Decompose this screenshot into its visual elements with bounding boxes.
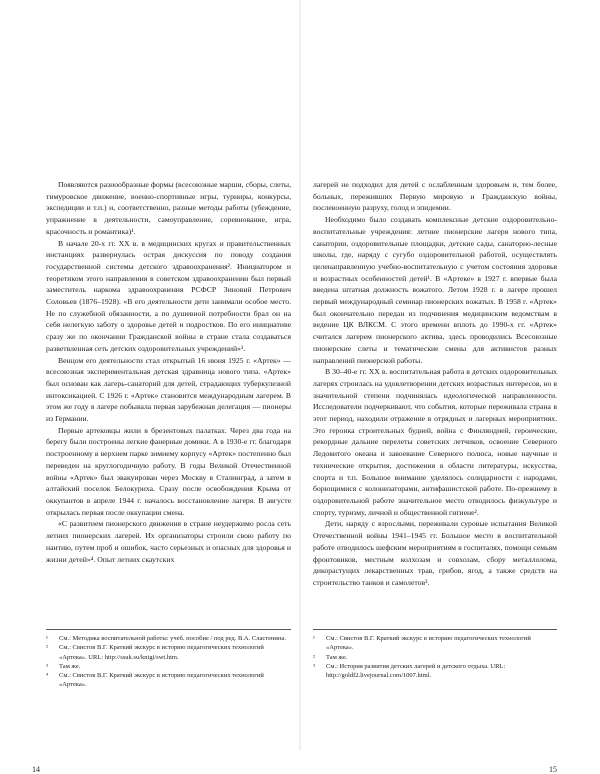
footnote-text: См.: Свистов В.Г. Краткий экскурс в историю педагогических технологий «Артека». URL: http://ssuk.su/knigi/swt.htm. — [59, 644, 264, 661]
footnote-text: См.: Методика воспитательной работы: учеб. пособие / под ред. В.А. Сластенина. — [59, 635, 286, 642]
footnote-text: Там же. — [326, 653, 348, 661]
footnote — [46, 671, 291, 690]
paragraph: Дети, наряду с взрослыми, переживали суровые испытания Великой Отечественной войны 1941–1945 гг. Большое место в воспитательной работе отводилось шефским мероприятиям в госпиталях, помощи семьям фронтовиков, местным колхозам и совхозам, сбору металлолома, дикорастущих лекарственных трав, грибов, ягод, а также средств на строительство танков и самолетов³. — [313, 519, 557, 587]
footnotes — [313, 629, 557, 680]
footnote-text: Там же. — [59, 662, 81, 670]
footnote — [46, 643, 291, 662]
footnote — [313, 662, 557, 681]
paragraph: Необходимо было создавать комплексные детские оздоровительно-воспитательные учреждения: летние пионерские лагеря нового типа, санатории, оздоровительные площадки, детские сады, санаторно-лесные школы, где, наряду с сугубо оздоровительной работой, осуществлять целенаправленную учебно-воспитательную с учетом состояния здоровья и возрастных особенностей детей¹. В «Артеке» в 1927 г. впервые была введена штатная должность вожатого. Летом 1928 г. в лагере прошел первый международный семинар пионерских вожатых. В 1958 г. «Артек» был окончательно передан из подчинения медицинским ведомствам в ведение ЦК ВЛКСМ. С этого времени вплоть до 1990-х гг. «Артек» считался лагерем пионерского актива, здесь проводились Всесоюзные пионерские слеты и тематические смены для активистов разных направлений пионерской работы. — [313, 215, 557, 365]
footnote-mark: ³ — [313, 662, 315, 670]
footnote — [46, 662, 291, 671]
right-page-body — [313, 179, 557, 589]
left-page — [32, 179, 291, 774]
right-page — [313, 179, 557, 774]
footnote — [46, 634, 291, 643]
paragraph: Появляются разнообразные формы (всесоюзные марши, сборы, слеты, тимуровское движение, военно-спортивные игры, турниры, конкурсы, экспедиции и т.п.) и, соответственно, разные методы работы (убеждение, упражнение в деятельности, самоуправление, соревнование, игра, красочность и романтика)¹. — [46, 180, 291, 236]
footnote-mark: ⁴ — [46, 672, 49, 680]
footnote-text: См.: История развития детских лагерей и детского отдыха. URL: http://goldf2.livejournal.com/1007.html. — [326, 662, 506, 680]
paragraph: Первые артековцы жили в брезентовых палатках. Через два года на берегу были построены легкие фанерные домики. А в 1930-е гг. благодаря построенному в верхнем парке зимнему корпусу «Артек» постепенно был переведен на круглогодичную работу. В годы Великой Отечественной войны «Артек» был эвакуирован через Москву в Сталинград, а затем в алтайский поселок Белокуриха. Сразу после освобождения Крыма от оккупантов в апреле 1944 г. началось восстановление лагеря. В августе открылась первая после оккупации смена. — [46, 425, 291, 517]
footnote-mark: ² — [313, 653, 315, 661]
footnote — [313, 653, 557, 662]
book-gutter — [299, 0, 301, 750]
page-number: 15 — [549, 765, 557, 774]
paragraph: Венцом его деятельности стал открытый 16 июня 1925 г. «Артек» — всесоюзная экспериментальная детская здравница нового типа. «Артек» был основан как лагерь-санаторий для детей, страдающих туберкулезной интоксикацией. С 1926 г. «Артек» становится международным лагерем. В этом же году в лагере побывала первая зарубежная делегация — пионеры из Германии. — [46, 355, 291, 424]
footnote-mark: ² — [46, 644, 48, 652]
footnote-mark: ¹ — [313, 635, 315, 642]
footnotes — [46, 629, 291, 690]
footnote-mark: ¹ — [46, 635, 48, 642]
page-number: 14 — [32, 765, 40, 774]
footnote-mark: ³ — [46, 662, 48, 670]
footnote-text: См.: Свистов В.Г. Краткий экскурс в историю педагогических технологий «Артека». — [59, 672, 264, 689]
left-page-body — [46, 179, 291, 565]
paragraph: лагерей не подходил для детей с ослабленным здоровьем и, тем более, больных, переживших Первую мировую и Гражданскую войны, послевоенную разруху, голод и эпидемии. — [313, 180, 557, 213]
footnote-text: См.: Свистов В.Г. Краткий экскурс в историю педагогических технологий «Артека». — [326, 635, 531, 652]
footnote — [313, 634, 557, 653]
paragraph: В 30–40-е гг. XX в. воспитательная работа в детских оздоровительных лагерях строилась на удовлетворении детских возрастных интересов, но в значительной степени подчинялась идеологической направленности. Исследователи подчеркивают, что события, которые переживала страна в этот период, находили отражение в отрядных и лагерных мероприятиях. Это героика строительных будней, война с Финляндией, героические, рекордные дальние перелеты советских летчиков, освоение Северного Ледовитого океана и завоевание Северного полюса, новые научные и технические открытия, достижения в области литературы, искусства, спорта и т.п. Большое внимание уделялось солидарности с народами, борющимися с колонизаторами, антифашистской работе. По-прежнему в оздоровительной работе значительное место отводилось физкультуре и спорту, туризму, личной и общественной гигиене². — [313, 367, 557, 517]
paragraph: «С развитием пионерского движения в стране неудержимо росла сеть летних пионерских лагерей. Их организаторы строили свою работу по наитию, путем проб и ошибок, часто серьезных и опасных для здоровья и жизни детей»⁴. Опыт летних скаутских — [46, 519, 291, 564]
paragraph: В начале 20-х гг. XX в. в медицинских кругах и правительственных инстанциях развернулась острая дискуссия по поводу создания государственной системы детского здравоохранения². Инициатором и теоретиком этого направления в советском здравоохранении был первый заместитель наркома здравоохранения РСФСР Зиновий Петрович Соловьев (1876–1928). «В его деятельности дети занимали особое место. Не по служебной обязанности, а по душевной потребности брал он на себя нелегкую заботу о здоровье детей и подростков. По его инициативе сразу же по окончании Гражданской войны в стране стала создаваться разветвленная сеть детских оздоровительных учреждений»³. — [46, 238, 291, 353]
